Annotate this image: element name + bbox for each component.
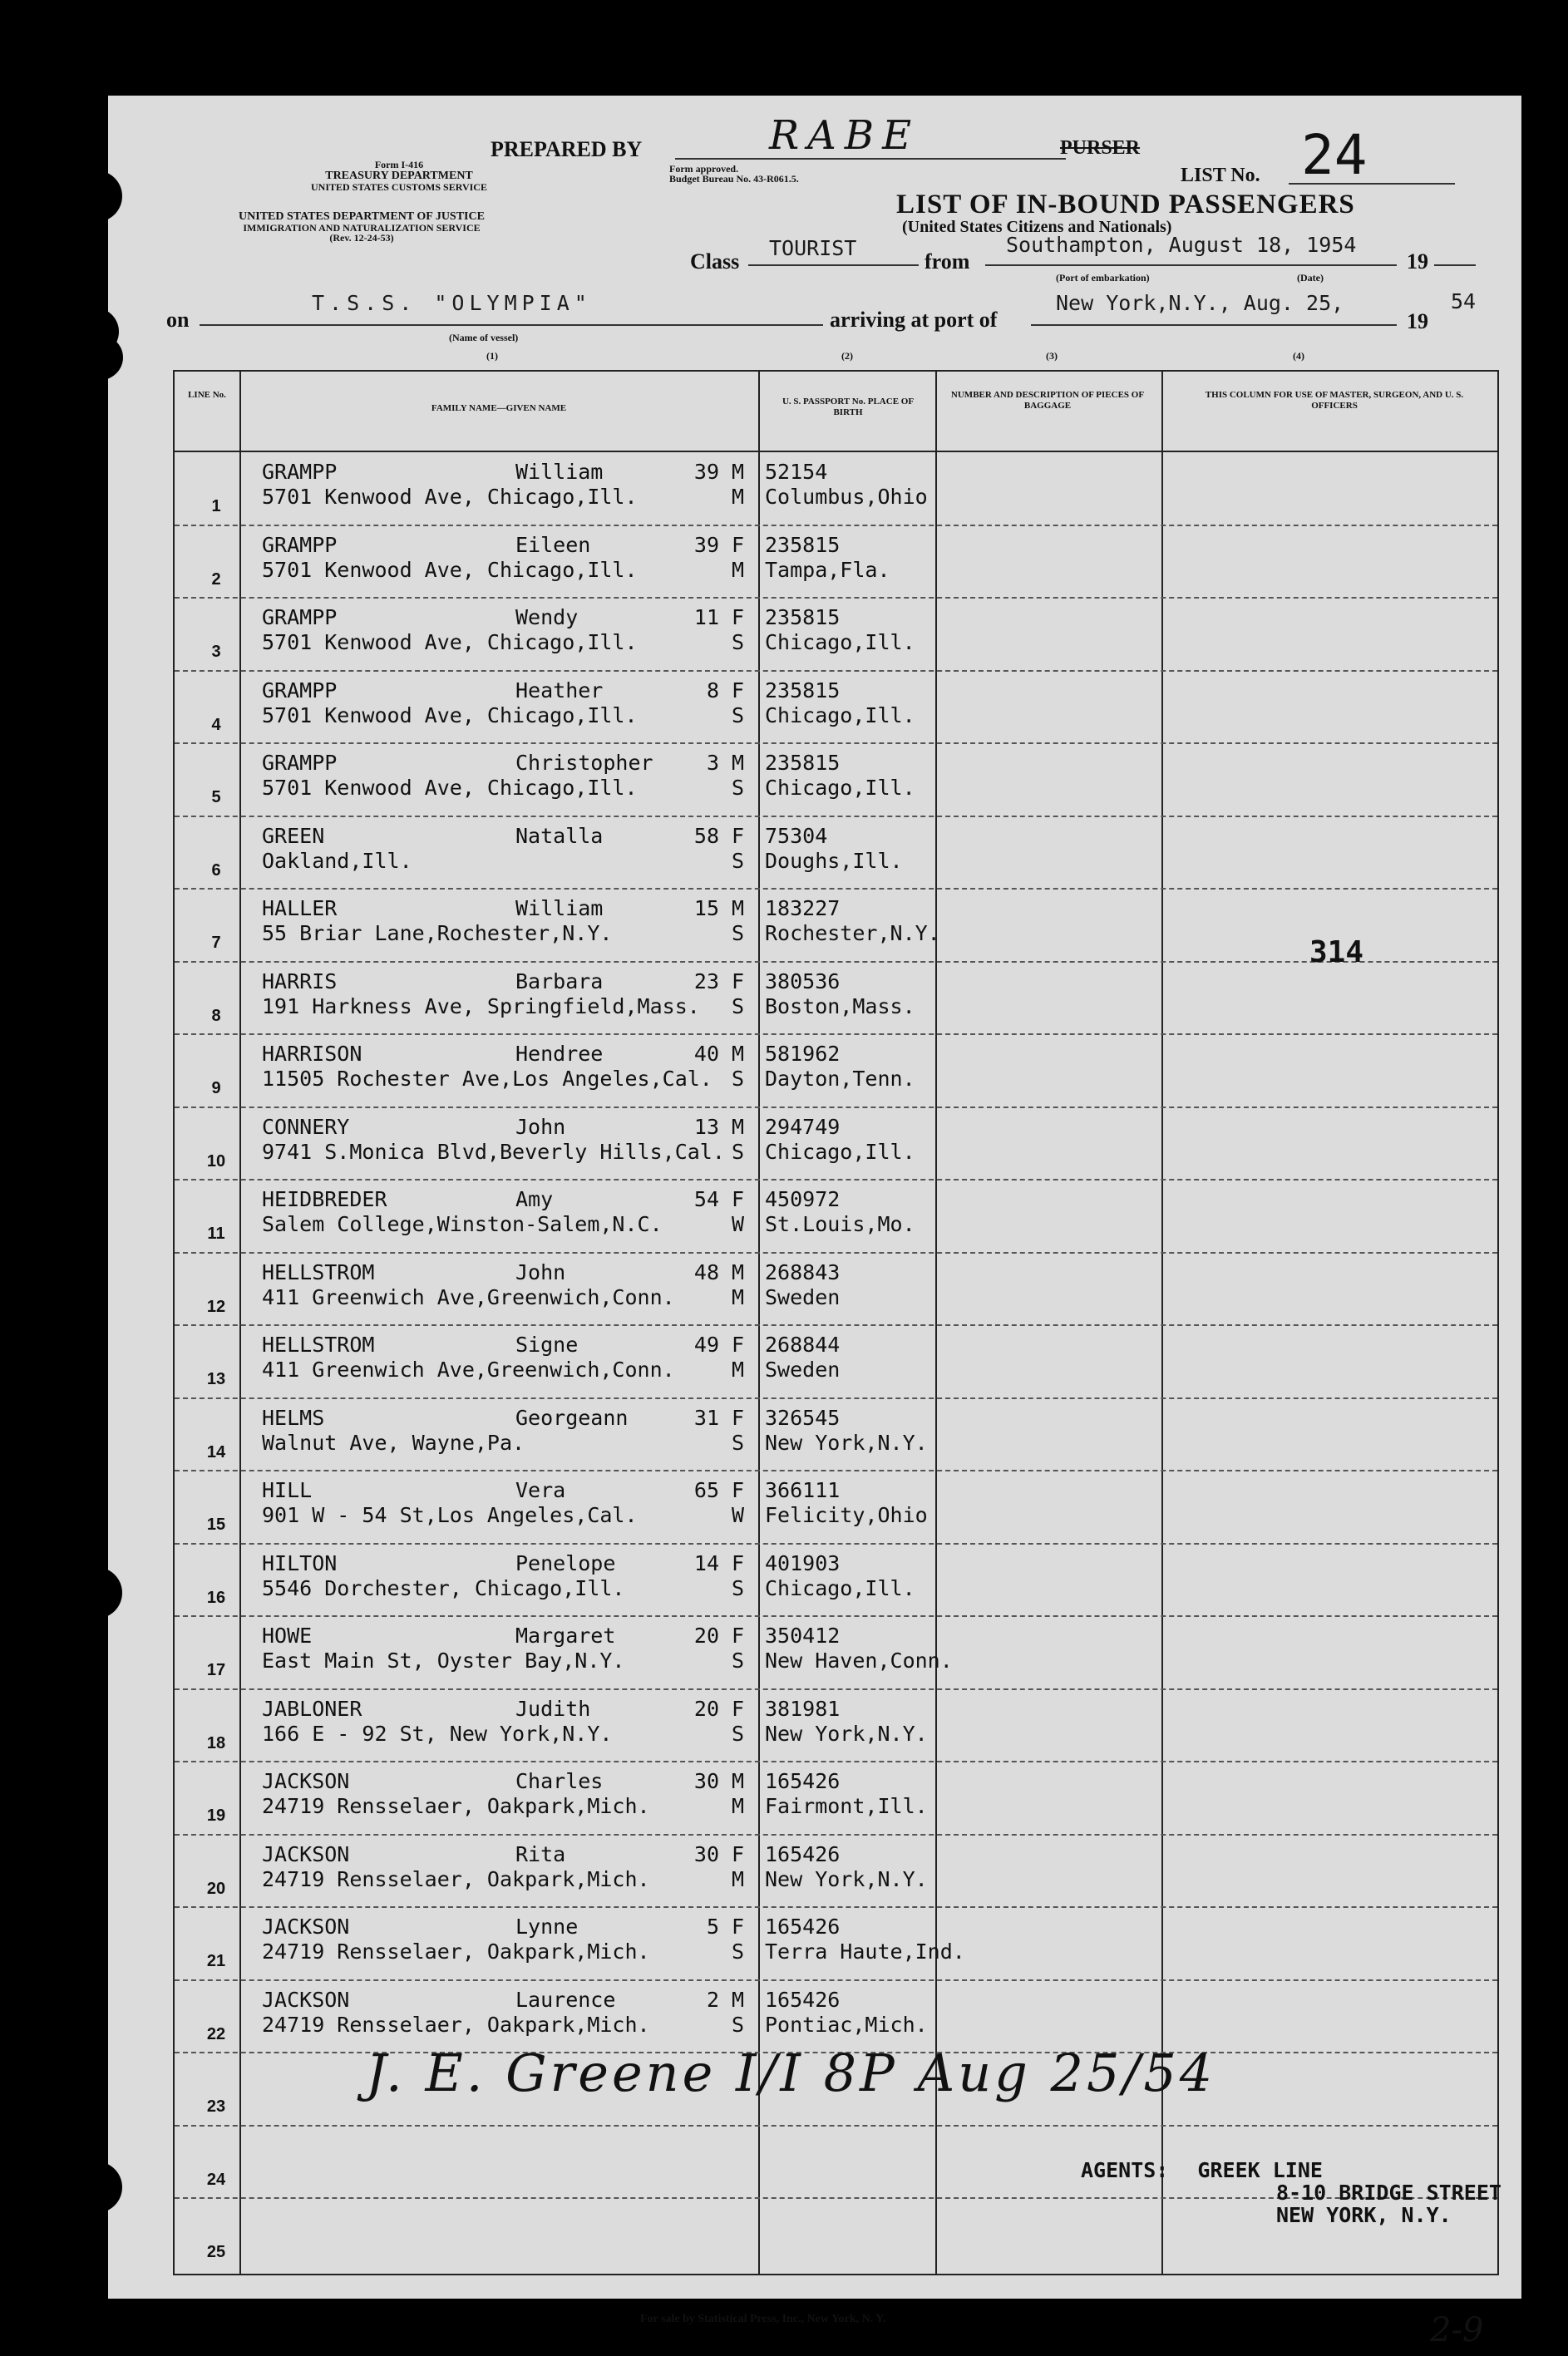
passenger-row <box>262 525 1492 597</box>
passport-number: 165426 <box>765 1769 841 1793</box>
family-name: JACKSON <box>262 1987 350 2012</box>
footer-credit: For sale by Statistical Press, Inc., New York, N. Y. <box>640 2313 886 2325</box>
passport-number: 401903 <box>765 1550 841 1575</box>
place-of-birth: Columbus,Ohio <box>765 485 928 509</box>
place-of-birth: Chicago,Ill. <box>765 630 915 654</box>
vessel-name: T.S.S. "OLYMPIA" <box>312 291 592 315</box>
agents-line: NEW YORK, N.Y. <box>1276 2203 1452 2227</box>
passenger-row <box>262 1252 1492 1324</box>
passenger-row <box>262 961 1492 1033</box>
on-label: on <box>166 308 190 332</box>
sex: F <box>732 1696 745 1721</box>
line-number: 17 <box>206 1661 226 1679</box>
age: 15 <box>693 896 719 920</box>
sex: F <box>732 605 745 629</box>
line-number: 12 <box>206 1297 226 1316</box>
port-caption: (Port of embarkation) <box>1056 272 1150 283</box>
line-number: 18 <box>206 1733 226 1752</box>
address: 5701 Kenwood Ave, Chicago,Ill. <box>262 776 638 800</box>
marital-status: S <box>732 921 745 945</box>
date-caption: (Date) <box>1297 272 1324 283</box>
sex: F <box>732 1915 745 1939</box>
place-of-birth: Chicago,Ill. <box>765 776 915 800</box>
given-name: Charles <box>515 1769 604 1793</box>
class-line <box>748 248 919 266</box>
family-name: GRAMPP <box>262 532 338 557</box>
marital-status: S <box>732 1067 745 1091</box>
passenger-row <box>262 1033 1492 1106</box>
place-of-birth: Sweden <box>765 1284 841 1309</box>
purser-label: PURSER <box>1060 137 1141 159</box>
from-value: Southampton, August 18, 1954 <box>1006 233 1357 257</box>
sex: M <box>732 1114 745 1139</box>
age: 23 <box>693 969 719 993</box>
family-name: HEIDBREDER <box>262 1187 387 1211</box>
age: 40 <box>693 1042 719 1066</box>
place-of-birth: Chicago,Ill. <box>765 1575 915 1600</box>
passport-number: 381981 <box>765 1696 841 1721</box>
age: 8 <box>706 678 719 702</box>
year-line <box>1434 248 1476 266</box>
line-number: 19 <box>206 1806 226 1825</box>
sex: M <box>732 460 745 484</box>
from-line <box>985 248 1397 266</box>
arriving-year-value: 54 <box>1451 289 1477 313</box>
line-number: 1 <box>211 497 221 515</box>
place-of-birth: Fairmont,Ill. <box>765 1794 928 1818</box>
age: 30 <box>693 1769 719 1793</box>
passport-number: 165426 <box>765 1987 841 2012</box>
passenger-table <box>173 370 1499 2275</box>
marital-status: S <box>732 848 745 873</box>
address: 24719 Rensselaer, Oakpark,Mich. <box>262 2012 650 2037</box>
passenger-row <box>262 888 1492 960</box>
passenger-row <box>262 597 1492 669</box>
address: 11505 Rochester Ave,Los Angeles,Cal. <box>262 1067 713 1091</box>
class-label: Class <box>690 249 740 274</box>
page-subtitle: (United States Citizens and Nationals) <box>902 218 1172 236</box>
marital-status: S <box>732 1575 745 1600</box>
page-title: LIST OF IN-BOUND PASSENGERS <box>896 190 1355 219</box>
age: 3 <box>706 751 719 775</box>
class-value: TOURIST <box>769 236 857 260</box>
col-number-2: (2) <box>841 350 853 362</box>
line-number: 9 <box>211 1079 221 1097</box>
passenger-row <box>262 1834 1492 1906</box>
from-label: from <box>925 249 970 274</box>
arriving-line <box>1031 308 1397 326</box>
given-name: Amy <box>515 1187 554 1211</box>
passenger-row <box>262 1107 1492 1179</box>
address: 191 Harkness Ave, Springfield,Mass. <box>262 993 700 1018</box>
sex: F <box>732 969 745 993</box>
col-number-4: (4) <box>1293 350 1304 362</box>
passport-number: 350412 <box>765 1624 841 1648</box>
passport-number: 52154 <box>765 460 828 484</box>
col-header-name: FAMILY NAME—GIVEN NAME <box>431 403 567 413</box>
address: 166 E - 92 St, New York,N.Y. <box>262 1721 613 1746</box>
age: 5 <box>706 1915 719 1939</box>
given-name: Vera <box>515 1478 566 1502</box>
passenger-row <box>262 670 1492 742</box>
address: 24719 Rensselaer, Oakpark,Mich. <box>262 1794 650 1818</box>
age: 39 <box>693 532 719 557</box>
passenger-row <box>262 1761 1492 1833</box>
col-header-line-no: LINE No. <box>188 390 226 400</box>
line-number: 23 <box>206 2097 226 2116</box>
family-name: HELLSTROM <box>262 1259 375 1284</box>
marital-status: S <box>732 702 745 727</box>
place-of-birth: Rochester,N.Y. <box>765 921 940 945</box>
marital-status: S <box>732 1940 745 1964</box>
place-of-birth: Pontiac,Mich. <box>765 2012 928 2037</box>
line-number: 10 <box>206 1151 226 1171</box>
agents-line: GREEK LINE <box>1197 2158 1323 2182</box>
given-name: William <box>515 460 604 484</box>
place-of-birth: New York,N.Y. <box>765 1430 928 1455</box>
given-name: Eileen <box>515 532 591 557</box>
given-name: Laurence <box>515 1987 616 2012</box>
form-number: Form I-416 TREASURY DEPARTMENT UNITED STATES CUSTOMS SERVICE <box>311 159 487 193</box>
family-name: HARRIS <box>262 969 338 993</box>
passenger-row <box>262 1979 1492 2052</box>
place-of-birth: Sweden <box>765 1358 841 1382</box>
punch-hole <box>71 2161 122 2213</box>
family-name: GREEN <box>262 823 325 848</box>
line-number: 15 <box>206 1516 226 1534</box>
arriving-label: arriving at port of <box>830 308 998 332</box>
passenger-row <box>262 451 1492 524</box>
marital-status: S <box>732 776 745 800</box>
family-name: HOWE <box>262 1624 313 1648</box>
age: 14 <box>693 1550 719 1575</box>
vessel-caption: (Name of vessel) <box>449 332 519 343</box>
passenger-row <box>262 816 1492 888</box>
age: 39 <box>693 460 719 484</box>
arriving-value: New York,N.Y., Aug. 25, <box>1056 291 1344 315</box>
age: 54 <box>693 1187 719 1211</box>
passport-number: 235815 <box>765 532 841 557</box>
age: 49 <box>693 1333 719 1357</box>
address: 5546 Dorchester, Chicago,Ill. <box>262 1575 625 1600</box>
address: 5701 Kenwood Ave, Chicago,Ill. <box>262 557 638 582</box>
age: 20 <box>693 1696 719 1721</box>
place-of-birth: St.Louis,Mo. <box>765 1212 915 1236</box>
line-number: 11 <box>207 1225 225 1243</box>
sex: F <box>732 532 745 557</box>
sex: F <box>732 1624 745 1648</box>
col-divider <box>239 372 241 2274</box>
list-no-value: 24 <box>1301 123 1368 187</box>
marital-status: S <box>732 1721 745 1746</box>
line-number: 13 <box>206 1370 226 1388</box>
given-name: Margaret <box>515 1624 616 1648</box>
doj-block: UNITED STATES DEPARTMENT OF JUSTICE IMMIGRATION AND NATURALIZATION SERVICE (Rev. 12-24-53) <box>239 210 485 244</box>
marital-status: M <box>732 557 745 582</box>
line-number: 25 <box>206 2243 226 2261</box>
sex: M <box>732 1769 745 1793</box>
sex: F <box>732 1333 745 1357</box>
punch-hole <box>71 1567 122 1619</box>
line-number: 7 <box>211 934 221 952</box>
marital-status: M <box>732 1284 745 1309</box>
given-name: Christopher <box>515 751 653 775</box>
line-number: 5 <box>211 788 221 806</box>
address: 24719 Rensselaer, Oakpark,Mich. <box>262 1940 650 1964</box>
col-header-officers: THIS COLUMN FOR USE OF MASTER, SURGEON, AND U. S. OFFICERS <box>1205 390 1464 411</box>
place-of-birth: Chicago,Ill. <box>765 702 915 727</box>
punch-hole <box>71 170 122 222</box>
col-header-baggage: NUMBER AND DESCRIPTION OF PIECES OF BAGGAGE <box>950 390 1145 411</box>
agents-block <box>1081 2159 1501 2226</box>
year-label: 19 <box>1407 249 1428 274</box>
family-name: HELLSTROM <box>262 1333 375 1357</box>
passenger-row <box>262 1324 1492 1397</box>
line-number: 4 <box>211 715 221 734</box>
marital-status: M <box>732 1866 745 1891</box>
family-name: HILTON <box>262 1550 338 1575</box>
age: 20 <box>693 1624 719 1648</box>
given-name: John <box>515 1259 566 1284</box>
line-number: 8 <box>211 1006 221 1025</box>
given-name: Barbara <box>515 969 604 993</box>
sex: M <box>732 896 745 920</box>
line-number: 2 <box>211 569 221 589</box>
family-name: HARRISON <box>262 1042 362 1066</box>
family-name: GRAMPP <box>262 678 338 702</box>
given-name: Natalla <box>515 823 604 848</box>
address: 9741 S.Monica Blvd,Beverly Hills,Cal. <box>262 1139 725 1164</box>
line-number: 3 <box>211 643 221 661</box>
marital-status: S <box>732 1430 745 1455</box>
marital-status: M <box>732 1794 745 1818</box>
passport-number: 268843 <box>765 1259 841 1284</box>
place-of-birth: New Haven,Conn. <box>765 1649 953 1673</box>
passport-number: 235815 <box>765 751 841 775</box>
passenger-row <box>262 1470 1492 1542</box>
prepared-by-label: PREPARED BY <box>491 137 643 161</box>
age: 30 <box>693 1841 719 1866</box>
officer-note: 314 <box>1309 935 1364 969</box>
given-name: William <box>515 896 604 920</box>
passport-number: 294749 <box>765 1114 841 1139</box>
family-name: GRAMPP <box>262 460 338 484</box>
line-number: 14 <box>206 1442 226 1461</box>
given-name: Rita <box>515 1841 566 1866</box>
family-name: GRAMPP <box>262 751 338 775</box>
sex: F <box>732 1405 745 1430</box>
address: 55 Briar Lane,Rochester,N.Y. <box>262 921 613 945</box>
marital-status: S <box>732 630 745 654</box>
sex: M <box>732 751 745 775</box>
place-of-birth: Boston,Mass. <box>765 993 915 1018</box>
line-number: 6 <box>211 860 221 880</box>
passport-number: 235815 <box>765 605 841 629</box>
given-name: Heather <box>515 678 604 702</box>
family-name: JABLONER <box>262 1696 362 1721</box>
age: 65 <box>693 1478 719 1502</box>
address: Salem College,Winston-Salem,N.C. <box>262 1212 663 1236</box>
family-name: CONNERY <box>262 1114 350 1139</box>
form-approved: Form approved. Budget Bureau No. 43-R061.5. <box>669 163 799 185</box>
col-header-passport: U. S. PASSPORT No. PLACE OF BIRTH <box>782 397 915 417</box>
passenger-row <box>262 1397 1492 1470</box>
place-of-birth: Felicity,Ohio <box>765 1503 928 1527</box>
passport-number: 75304 <box>765 823 828 848</box>
marital-status: S <box>732 2012 745 2037</box>
family-name: JACKSON <box>262 1915 350 1939</box>
age: 58 <box>693 823 719 848</box>
given-name: Georgeann <box>515 1405 629 1430</box>
list-no-line <box>1289 179 1455 185</box>
given-name: Judith <box>515 1696 591 1721</box>
sex: F <box>732 823 745 848</box>
sex: M <box>732 1987 745 2012</box>
given-name: Wendy <box>515 605 579 629</box>
age: 13 <box>693 1114 719 1139</box>
address: 5701 Kenwood Ave, Chicago,Ill. <box>262 485 638 509</box>
row-divider <box>175 2125 1497 2127</box>
agents-line: 8-10 BRIDGE STREET <box>1276 2181 1501 2205</box>
passenger-row <box>262 1543 1492 1615</box>
passport-number: 268844 <box>765 1333 841 1357</box>
marital-status: S <box>732 1649 745 1673</box>
address: 411 Greenwich Ave,Greenwich,Conn. <box>262 1284 675 1309</box>
line-number: 16 <box>206 1588 226 1607</box>
passport-number: 165426 <box>765 1915 841 1939</box>
address: East Main St, Oyster Bay,N.Y. <box>262 1649 625 1673</box>
line-number: 21 <box>206 1952 226 1970</box>
place-of-birth: Terra Haute,Ind. <box>765 1940 965 1964</box>
sex: M <box>732 1042 745 1066</box>
passport-number: 450972 <box>765 1187 841 1211</box>
age: 11 <box>693 605 719 629</box>
sex: F <box>732 1841 745 1866</box>
passport-number: 183227 <box>765 896 841 920</box>
age: 48 <box>693 1259 719 1284</box>
given-name: Penelope <box>515 1550 616 1575</box>
address: 411 Greenwich Ave,Greenwich,Conn. <box>262 1358 675 1382</box>
address: 5701 Kenwood Ave, Chicago,Ill. <box>262 702 638 727</box>
agents-label: AGENTS: <box>1081 2158 1169 2182</box>
place-of-birth: New York,N.Y. <box>765 1866 928 1891</box>
place-of-birth: Tampa,Fla. <box>765 557 890 582</box>
passenger-row <box>262 1906 1492 1979</box>
given-name: Lynne <box>515 1915 579 1939</box>
passenger-row <box>262 1688 1492 1761</box>
age: 31 <box>693 1405 719 1430</box>
officer-signature: J. E. Greene I/I 8P Aug 25/54 <box>366 2043 1216 2103</box>
age: 2 <box>706 1987 719 2012</box>
given-name: Signe <box>515 1333 579 1357</box>
passenger-row <box>262 1615 1492 1688</box>
sex: F <box>732 1187 745 1211</box>
family-name: HILL <box>262 1478 313 1502</box>
passport-number: 326545 <box>765 1405 841 1430</box>
arriving-year-label: 19 <box>1407 309 1428 333</box>
family-name: HALLER <box>262 896 338 920</box>
place-of-birth: Dayton,Tenn. <box>765 1067 915 1091</box>
line-number: 20 <box>206 1879 226 1898</box>
punch-hole <box>73 334 123 381</box>
address: 901 W - 54 St,Los Angeles,Cal. <box>262 1503 638 1527</box>
family-name: JACKSON <box>262 1841 350 1866</box>
passport-number: 165426 <box>765 1841 841 1866</box>
passport-number: 235815 <box>765 678 841 702</box>
given-name: John <box>515 1114 566 1139</box>
address: Oakland,Ill. <box>262 848 412 873</box>
address: 24719 Rensselaer, Oakpark,Mich. <box>262 1866 650 1891</box>
line-number: 24 <box>206 2170 226 2189</box>
marital-status: M <box>732 1358 745 1382</box>
passport-number: 581962 <box>765 1042 841 1066</box>
sex: M <box>732 1259 745 1284</box>
passenger-row <box>262 742 1492 815</box>
family-name: GRAMPP <box>262 605 338 629</box>
marital-status: S <box>732 1139 745 1164</box>
family-name: JACKSON <box>262 1769 350 1793</box>
family-name: HELMS <box>262 1405 325 1430</box>
marital-status: W <box>732 1503 745 1527</box>
place-of-birth: Doughs,Ill. <box>765 848 903 873</box>
place-of-birth: Chicago,Ill. <box>765 1139 915 1164</box>
prepared-by-value: RABE <box>769 112 920 159</box>
vessel-line <box>200 308 823 326</box>
passenger-row <box>262 1179 1492 1251</box>
marital-status: S <box>732 993 745 1018</box>
sex: F <box>732 678 745 702</box>
marital-status: W <box>732 1212 745 1236</box>
address: Walnut Ave, Wayne,Pa. <box>262 1430 525 1455</box>
line-number: 22 <box>206 2024 226 2043</box>
list-no-label: LIST No. <box>1181 165 1260 186</box>
given-name: Hendree <box>515 1042 604 1066</box>
sex: F <box>732 1478 745 1502</box>
col-number-3: (3) <box>1046 350 1058 362</box>
address: 5701 Kenwood Ave, Chicago,Ill. <box>262 630 638 654</box>
passport-number: 366111 <box>765 1478 841 1502</box>
sex: F <box>732 1550 745 1575</box>
col-number-1: (1) <box>486 350 498 362</box>
place-of-birth: New York,N.Y. <box>765 1721 928 1746</box>
marital-status: M <box>732 485 745 509</box>
page-mark: 2-9 <box>1430 2311 1484 2349</box>
passport-number: 380536 <box>765 969 841 993</box>
